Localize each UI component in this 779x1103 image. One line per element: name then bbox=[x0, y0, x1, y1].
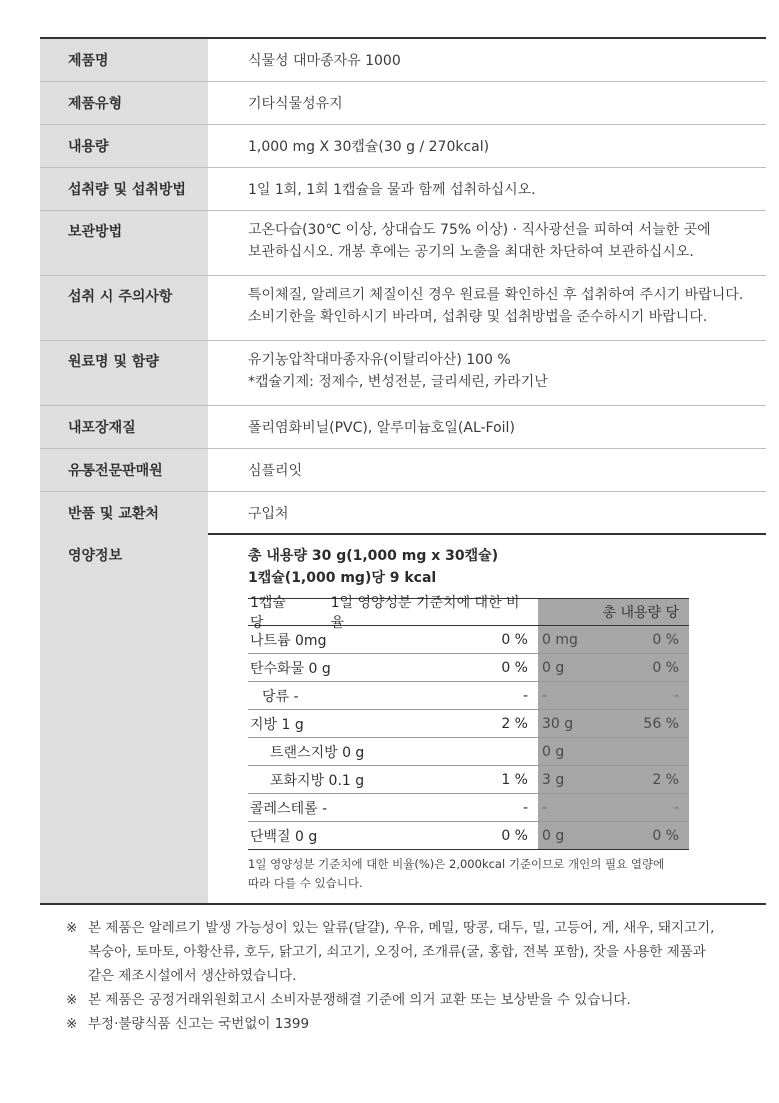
nutrient-total-amount: 0 g bbox=[542, 743, 565, 760]
nutrient-total-pct: 0 % bbox=[652, 631, 679, 648]
nutrient-total-pct: - bbox=[673, 799, 679, 816]
nutrient-total-amount: 0 mg bbox=[542, 631, 578, 648]
row-label: 보관방법 bbox=[40, 211, 208, 275]
note-line: 같은 제조시설에서 생산하였습니다. bbox=[88, 968, 297, 984]
row-value bbox=[208, 276, 766, 340]
note-line: 본 제품은 알레르기 발생 가능성이 있는 알류(달걀), 우유, 메밀, 땅콩, 대두, 밀, 고등어, 게, 새우, 돼지고기, bbox=[88, 920, 715, 936]
row-label: 유통전문판매원 bbox=[40, 449, 208, 491]
row-label: 제품명 bbox=[40, 39, 208, 81]
nutrition-footnote bbox=[248, 855, 708, 893]
reference-mark-icon: ※ bbox=[66, 1016, 78, 1032]
header-per-capsule: 1캡슐 당 bbox=[250, 595, 286, 631]
nutrition-row-trans-fat bbox=[248, 738, 689, 766]
nutrition-row-sodium bbox=[248, 626, 689, 654]
row-value-line: 소비기한을 확인하시기 바라며, 섭취량 및 섭취방법을 준수하시기 바랍니다. bbox=[248, 309, 708, 325]
row-product-name bbox=[40, 39, 766, 82]
footnote-line: 따라 다를 수 있습니다. bbox=[248, 876, 363, 890]
nutrient-total-amount: 30 g bbox=[542, 715, 574, 732]
footnote-line: 1일 영양성분 기준치에 대한 비율(%)은 2,000kcal 기준이므로 개인의 필요 열량에 bbox=[248, 857, 665, 871]
nutrient-total-pct: 2 % bbox=[652, 771, 679, 788]
row-value-line: 유기농압착대마종자유(이탈리아산) 100 % bbox=[248, 352, 511, 368]
row-value: 폴리염화비닐(PVC), 알루미늄호일(AL-Foil) bbox=[248, 420, 515, 436]
row-content-amount bbox=[40, 125, 766, 168]
header-daily-value: 1일 영양성분 기준치에 대한 비율 bbox=[330, 595, 520, 631]
note-compensation bbox=[66, 988, 766, 1012]
row-value: 구입처 bbox=[248, 505, 289, 522]
row-value: 심플리잇 bbox=[248, 463, 303, 479]
row-label: 원료명 및 함량 bbox=[40, 341, 208, 405]
nutrition-total-line: 총 내용량 30 g(1,000 mg x 30캡슐) bbox=[248, 548, 499, 564]
row-storage bbox=[40, 211, 766, 276]
row-value-line: 특이체질, 알레르기 체질이신 경우 원료를 확인하신 후 섭취하여 주시기 바랍니다. bbox=[248, 287, 744, 303]
row-value: 식물성 대마종자유 1000 bbox=[248, 53, 401, 69]
nutrient-name: 당류 - bbox=[262, 688, 299, 705]
nutrient-name: 나트륨 0mg bbox=[250, 632, 327, 649]
nutrient-total-amount: 3 g bbox=[542, 771, 565, 788]
nutrient-total-pct: 0 % bbox=[652, 827, 679, 844]
nutrient-total-pct: 0 % bbox=[652, 659, 679, 676]
row-value: 1일 1회, 1회 1캡슐을 물과 함께 섭취하십시오. bbox=[248, 182, 536, 198]
note-line: 부정·불량식품 신고는 국번없이 1399 bbox=[88, 1016, 310, 1032]
nutrient-total-amount: - bbox=[542, 799, 548, 816]
row-intake-method bbox=[40, 168, 766, 211]
nutrient-total-pct: 56 % bbox=[643, 715, 679, 732]
row-label: 내용량 bbox=[40, 125, 208, 167]
row-label: 섭취 시 주의사항 bbox=[40, 276, 208, 340]
nutrition-row-sugars bbox=[248, 682, 689, 710]
note-allergy bbox=[66, 916, 766, 988]
row-returns bbox=[40, 492, 766, 535]
nutrient-total-pct: - bbox=[673, 687, 679, 704]
row-value: 1,000 mg X 30캡슐(30 g / 270kcal) bbox=[248, 139, 490, 155]
nutrition-row-protein bbox=[248, 822, 689, 850]
row-value bbox=[208, 211, 766, 275]
reference-mark-icon: ※ bbox=[66, 992, 78, 1008]
row-product-type bbox=[40, 82, 766, 125]
row-distributor bbox=[40, 449, 766, 492]
nutrient-total-amount: 0 g bbox=[542, 659, 565, 676]
nutrition-table bbox=[248, 595, 689, 850]
note-report bbox=[66, 1012, 766, 1036]
row-label: 내포장재질 bbox=[40, 406, 208, 448]
note-line: 복숭아, 토마토, 아황산류, 호두, 닭고기, 쇠고기, 오징어, 조개류(굴, 홍합, 전복 포함), 잣을 사용한 제품과 bbox=[88, 944, 706, 960]
nutrient-name: 단백질 0 g bbox=[250, 828, 318, 845]
row-value-line: *캡슐기제: 정제수, 변성전분, 글리세린, 카라기난 bbox=[248, 374, 548, 390]
row-value: 기타식물성유지 bbox=[248, 96, 343, 112]
notes-section bbox=[66, 916, 766, 1036]
nutrition-table-header bbox=[248, 595, 689, 631]
nutrition-row-fat bbox=[248, 710, 689, 738]
nutrient-pct: 1 % bbox=[501, 771, 528, 788]
product-info-table bbox=[40, 37, 766, 535]
nutrition-per-capsule-line: 1캡슐(1,000 mg)당 9 kcal bbox=[248, 570, 437, 586]
nutrient-total-amount: - bbox=[542, 687, 548, 704]
reference-mark-icon: ※ bbox=[66, 920, 78, 936]
row-label: 제품유형 bbox=[40, 82, 208, 124]
nutrient-pct: 2 % bbox=[501, 715, 528, 732]
nutrient-name: 트랜스지방 0 g bbox=[270, 744, 365, 761]
row-value bbox=[208, 341, 766, 405]
nutrient-pct: 0 % bbox=[501, 631, 528, 648]
note-line: 본 제품은 공정거래위원회고시 소비자분쟁해결 기준에 의거 교환 또는 보상받을 수 있습니다. bbox=[88, 992, 631, 1008]
nutrient-name: 지방 1 g bbox=[250, 716, 304, 733]
nutrient-pct: 0 % bbox=[501, 827, 528, 844]
nutrition-row-carbohydrate bbox=[248, 654, 689, 682]
nutrient-name: 탄수화물 0 g bbox=[250, 660, 331, 677]
nutrient-pct: - bbox=[522, 687, 528, 704]
row-cautions bbox=[40, 276, 766, 341]
row-ingredients bbox=[40, 341, 766, 406]
nutrition-row-saturated-fat bbox=[248, 766, 689, 794]
row-value-line: 고온다습(30℃ 이상, 상대습도 75% 이상) · 직사광선을 피하여 서늘한 곳에 bbox=[248, 222, 711, 238]
nutrition-row-cholesterol bbox=[248, 794, 689, 822]
nutrient-name: 콜레스테롤 - bbox=[250, 800, 328, 817]
header-per-total: 총 내용량 당 bbox=[602, 605, 679, 621]
row-value-line: 보관하십시오. 개봉 후에는 공기의 노출을 최대한 차단하여 보관하십시오. bbox=[248, 244, 694, 260]
nutrient-name: 포화지방 0.1 g bbox=[270, 772, 365, 789]
row-label: 반품 및 교환처 bbox=[40, 492, 208, 533]
row-label: 섭취량 및 섭취방법 bbox=[40, 168, 208, 210]
nutrient-pct: 0 % bbox=[501, 659, 528, 676]
nutrition-label: 영양정보 bbox=[40, 533, 208, 903]
nutrient-pct: - bbox=[522, 799, 528, 816]
nutrient-total-amount: 0 g bbox=[542, 827, 565, 844]
row-packaging bbox=[40, 406, 766, 449]
